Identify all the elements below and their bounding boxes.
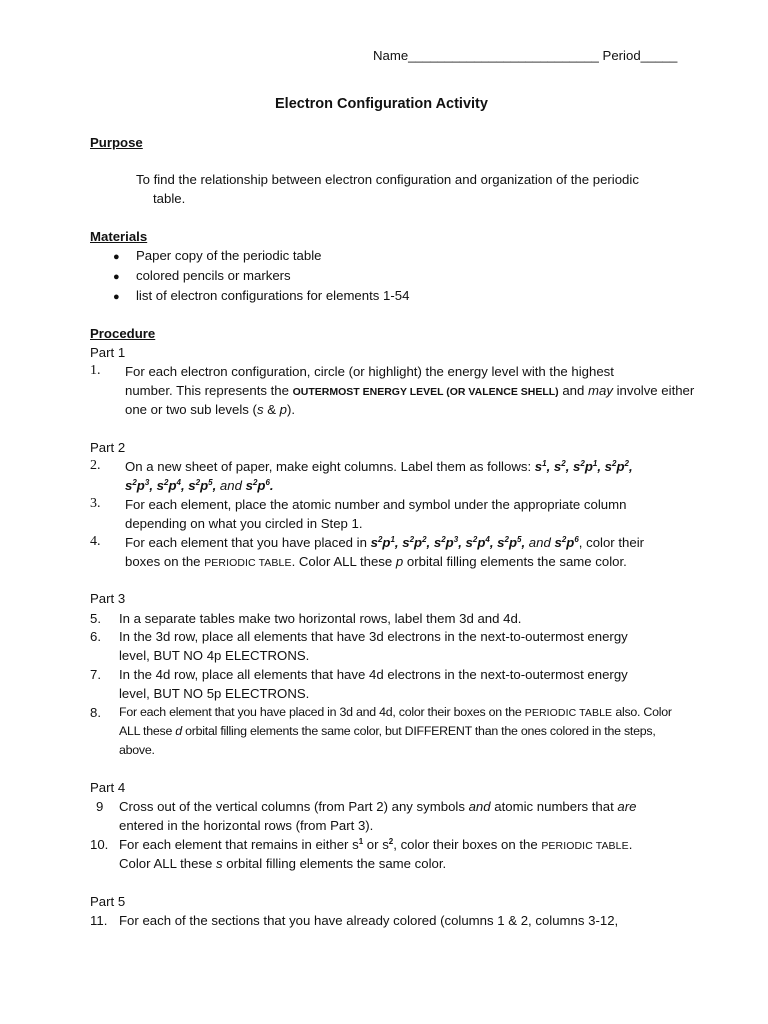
step-number: 5.: [90, 611, 101, 626]
step-10-line1: For each element that remains in either $s^1$ or $s^2$, color their boxes on the PERIODIC TABLE.: [119, 837, 633, 852]
step-3-line2: depending on what you circled in Step 1.: [125, 516, 363, 531]
step-number: 11.: [90, 913, 108, 928]
step-2-line2: $s^2p^3$, $s^2p^4$, $s^2p^5$, and $s^2p^6$.: [125, 478, 274, 493]
purpose-text-line1: To find the relationship between electron configuration and organization of the periodic: [136, 172, 639, 187]
purpose-text-line2: table.: [153, 191, 186, 206]
materials-heading: Materials: [90, 229, 148, 244]
materials-item-text: colored pencils or markers: [136, 268, 291, 283]
procedure-heading: Procedure: [90, 326, 156, 341]
step-number: 7.: [90, 667, 101, 682]
step-number: 6.: [90, 629, 101, 644]
step-2-line1: On a new sheet of paper, make eight columns. Label them as follows: $s^1$, $s^2$, $s^2p^1$, $s^2p^2$,: [125, 459, 633, 474]
bullet-icon: ●: [113, 251, 120, 263]
step-1-line2: number. This represents the OUTERMOST ENERGY LEVEL (OR VALENCE SHELL) and may involve either: [125, 383, 695, 398]
step-number: 9: [96, 799, 104, 814]
step-5-line1: In a separate tables make two horizontal rows, label them 3d and 4d.: [119, 611, 522, 626]
step-number: 8.: [90, 705, 101, 720]
name-period-field: Name__________________________ Period_____: [373, 48, 678, 63]
step-6-line1: In the 3d row, place all elements that have 3d electrons in the next-to-outermost energy: [119, 629, 628, 644]
part-heading: Part 2: [90, 440, 126, 455]
step-8-line1: For each element that you have placed in 3d and 4d, color their boxes on the PERIODIC TABLE also. Color: [119, 705, 672, 719]
step-8-line2: ALL these d orbital filling elements the same color, but DIFFERENT than the ones colored in the steps,: [119, 724, 656, 738]
step-8-line3: above.: [119, 743, 155, 757]
step-11-line1: For each of the sections that you have already colored (columns 1 & 2, columns 3-12,: [119, 913, 619, 928]
step-3-line1: For each element, place the atomic number and symbol under the appropriate column: [125, 497, 627, 512]
materials-item: [113, 248, 120, 263]
step-4-line2: boxes on the PERIODIC TABLE. Color ALL these p orbital filling elements the same color.: [125, 554, 627, 569]
step-1-line1: For each electron configuration, circle (or highlight) the energy level with the highest: [125, 364, 614, 379]
materials-item-text: Paper copy of the periodic table: [136, 248, 322, 263]
step-number: 2.: [90, 458, 101, 473]
step-10-line2: Color ALL these s orbital filling elements the same color.: [119, 856, 447, 871]
materials-item: [113, 288, 120, 303]
document-title: Electron Configuration Activity: [275, 96, 488, 112]
materials-item: [113, 268, 120, 283]
bullet-icon: ●: [113, 291, 120, 303]
part-heading: Part 4: [90, 780, 126, 795]
step-number: 1.: [90, 363, 101, 378]
step-9-line1: Cross out of the vertical columns (from Part 2) any symbols and atomic numbers that are: [119, 799, 637, 814]
step-6-line2: level, BUT NO 4p ELECTRONS.: [119, 648, 310, 663]
part-heading: Part 5: [90, 894, 126, 909]
part-heading: Part 1: [90, 345, 126, 360]
materials-item-text: list of electron configurations for elements 1-54: [136, 288, 410, 303]
step-7-line1: In the 4d row, place all elements that have 4d electrons in the next-to-outermost energy: [119, 667, 628, 682]
step-number: 3.: [90, 496, 101, 511]
purpose-heading: Purpose: [90, 135, 143, 150]
part-heading: Part 3: [90, 591, 126, 606]
step-number: 4.: [90, 534, 101, 549]
bullet-icon: ●: [113, 271, 120, 283]
step-1-line3: one or two sub levels (s & p).: [125, 402, 296, 417]
step-7-line2: level, BUT NO 5p ELECTRONS.: [119, 686, 310, 701]
step-9-line2: entered in the horizontal rows (from Part 3).: [119, 818, 374, 833]
step-4-line1: For each element that you have placed in $s^2p^1$, $s^2p^2$, $s^2p^3$, $s^2p^4$, $s^2p^5$, and $s^2p^6$, color their: [125, 535, 645, 550]
step-number: 10.: [90, 837, 109, 852]
